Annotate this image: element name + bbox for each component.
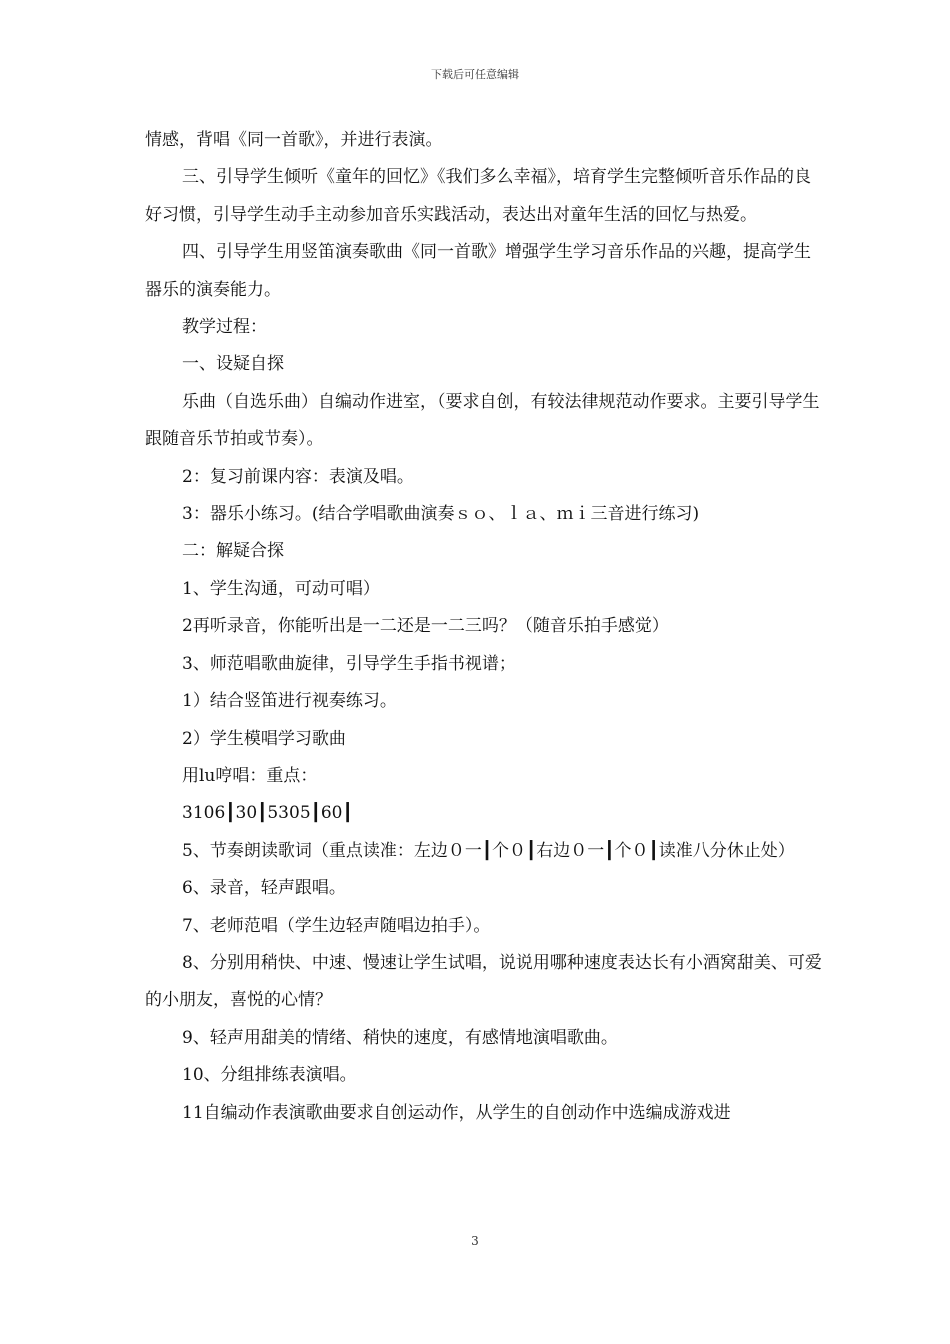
page-header: 下载后可任意编辑 — [431, 68, 519, 81]
document-body — [145, 122, 825, 1132]
paragraph-22: 10、分组排练表演唱。 — [182, 1065, 357, 1086]
paragraph-23: 11自编动作表演歌曲要求自创运动作，从学生的自创动作中选编成游戏进 — [182, 1102, 731, 1123]
paragraph-8: 3：器乐小练习。(结合学唱歌曲演奏ｓｏ、ｌａ、ｍｉ三音进行练习) — [182, 504, 700, 525]
paragraph-14: 2）学生模唱学习歌曲 — [182, 728, 346, 749]
paragraph-15: 用lu哼唱：重点： — [182, 765, 318, 786]
paragraph-17: 5、节奏朗读歌词（重点读准：左边０一┃个０┃右边０一┃个０┃读准八分休止处） — [182, 840, 795, 861]
page-number: 3 — [471, 1234, 479, 1248]
paragraph-21: 9、轻声用甜美的情绪、稍快的速度，有感情地演唱歌曲。 — [182, 1027, 618, 1048]
paragraph-4: 教学过程： — [182, 317, 267, 338]
paragraph-6: 乐曲（自选乐曲）自编动作进室，（要求自创，有较法律规范动作要求。主要引导学生跟随音乐节拍或节奏）。 — [145, 391, 820, 450]
paragraph-20: 8、分别用稍快、中速、慢速让学生试唱，说说用哪种速度表达长有小酒窝甜美、可爱的小朋友，喜悦的心情？ — [145, 952, 822, 1011]
paragraph-1: 情感，背唱《同一首歌》，并进行表演。 — [145, 130, 443, 150]
paragraph-9: 二：解疑合探 — [182, 541, 284, 562]
paragraph-16: 3106┃30┃5305┃60┃ — [182, 803, 353, 824]
paragraph-12: 3、师范唱歌曲旋律，引导学生手指书视谱； — [182, 653, 516, 674]
paragraph-10: 1、学生沟通，可动可唱） — [182, 578, 380, 599]
paragraph-13: 1）结合竖笛进行视奏练习。 — [182, 691, 397, 712]
paragraph-7: 2：复习前课内容：表演及唱。 — [182, 466, 414, 487]
paragraph-5: 一、设疑自探 — [182, 354, 284, 375]
paragraph-2: 三、引导学生倾听《童年的回忆》《我们多么幸福》，培育学生完整倾听音乐作品的良好习惯，引导学生动手主动参加音乐实践活动，表达出对童年生活的回忆与热爱。 — [145, 167, 811, 225]
paragraph-18: 6、录音，轻声跟唱。 — [182, 878, 346, 899]
paragraph-3: 四、引导学生用竖笛演奏歌曲《同一首歌》增强学生学习音乐作品的兴趣，提高学生器乐的演奏能力。 — [145, 242, 811, 300]
paragraph-19: 7、老师范唱（学生边轻声随唱边拍手）。 — [182, 915, 491, 936]
paragraph-11: 2再听录音，你能听出是一二还是一二三吗？（随音乐拍手感觉） — [182, 616, 669, 637]
